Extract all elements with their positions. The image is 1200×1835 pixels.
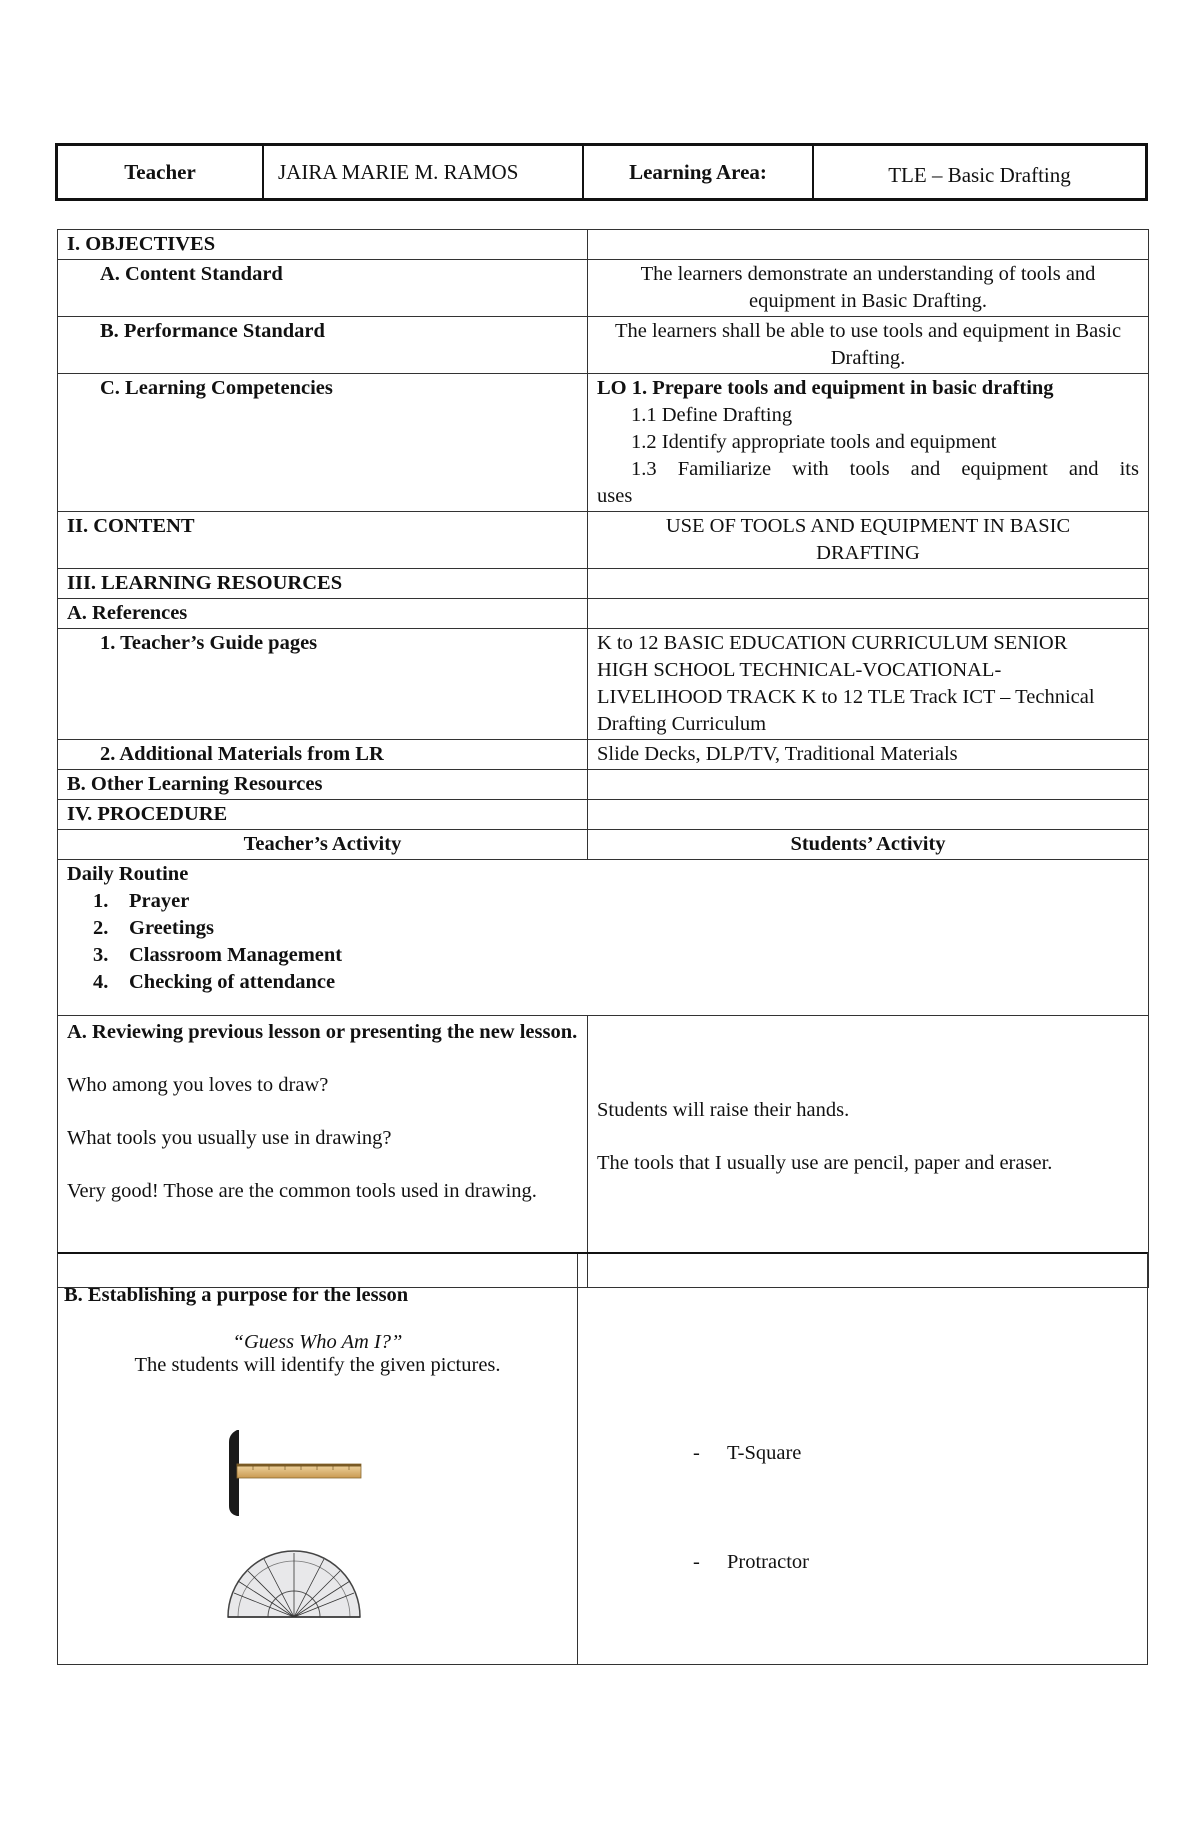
teacher-activity-header: Teacher’s Activity [58, 830, 588, 860]
protractor-icon [224, 1541, 364, 1621]
learning-competencies-row [58, 374, 1149, 512]
teacher-header-table [55, 143, 1148, 201]
answer-item: - T-Square [693, 1442, 802, 1464]
references-label: A. References [58, 599, 588, 629]
content-heading: II. CONTENT [58, 512, 588, 569]
lo-item: 1.1 Define Drafting [631, 404, 793, 426]
list-item: 1. Prayer [93, 890, 190, 912]
performance-standard-label: B. Performance Standard [58, 317, 588, 374]
performance-standard-row [58, 317, 1149, 374]
review-row [58, 1016, 1149, 1288]
review-teacher-cell [58, 1016, 588, 1288]
additional-materials-label: 2. Additional Materials from LR [58, 740, 588, 770]
review-answer: The tools that I usually use are pencil, paper and eraser. [597, 1152, 1053, 1174]
learning-area-label: Learning Area: [582, 146, 812, 198]
list-item: 4. Checking of attendance [93, 971, 336, 993]
list-item: 2. Greetings [93, 917, 215, 939]
list-item: 3. Classroom Management [93, 944, 343, 966]
review-students-cell [588, 1016, 1149, 1288]
content-row [58, 512, 1149, 569]
references-row [58, 599, 1149, 629]
daily-routine-list [67, 888, 1139, 996]
lo-item: 1.2 Identify appropriate tools and equipment [631, 431, 997, 453]
review-title: A. Reviewing previous lesson or presenting the new lesson. [67, 1021, 578, 1043]
objectives-row [58, 230, 1149, 260]
procedure-row [58, 800, 1149, 830]
other-resources-row [58, 770, 1149, 800]
students-activity-header: Students’ Activity [588, 830, 1149, 860]
activity-columns-row [58, 830, 1149, 860]
guess-title: “Guess Who Am I?” [232, 1331, 403, 1353]
learning-competencies-value [588, 374, 1149, 512]
review-question: Who among you loves to draw? [67, 1074, 329, 1096]
content-standard-row [58, 260, 1149, 317]
review-answer: Students will raise their hands. [597, 1099, 850, 1121]
performance-standard-value: The learners shall be able to use tools and equipment in Basic Drafting. [588, 317, 1149, 374]
review-remark: Very good! Those are the common tools used in drawing. [67, 1180, 537, 1202]
lo-item-tail: uses [597, 485, 633, 507]
content-standard-label: A. Content Standard [58, 260, 588, 317]
teacher-label: Teacher [124, 159, 196, 184]
teachers-guide-value: K to 12 BASIC EDUCATION CURRICULUM SENIOR HIGH SCHOOL TECHNICAL-VOCATIONAL-LIVELIHOOD TRACK K to 12 TLE Track ICT – Technical Drafting Curriculum [588, 629, 1149, 740]
answer-item: - Protractor [693, 1551, 809, 1573]
purpose-teacher-cell [58, 1254, 578, 1664]
lesson-plan-table [57, 229, 1149, 1288]
content-value: USE OF TOOLS AND EQUIPMENT IN BASIC DRAFTING [588, 512, 1149, 569]
review-question: What tools you usually use in drawing? [67, 1127, 392, 1149]
procedure-heading: IV. PROCEDURE [58, 800, 588, 830]
t-square-icon [223, 1428, 363, 1518]
teacher-name: JAIRA MARIE M. RAMOS [262, 146, 582, 198]
daily-routine-title: Daily Routine [67, 863, 189, 885]
learning-area-value: TLE – Basic Drafting [812, 146, 1145, 198]
lo-title: LO 1. Prepare tools and equipment in basic drafting [597, 377, 1054, 399]
daily-routine-cell [58, 860, 1149, 1016]
learning-resources-row [58, 569, 1149, 599]
purpose-students-cell [578, 1254, 1147, 1664]
learning-resources-heading: III. LEARNING RESOURCES [58, 569, 588, 599]
additional-materials-value: Slide Decks, DLP/TV, Traditional Materials [588, 740, 1149, 770]
guess-instruction: The students will identify the given pictures. [134, 1354, 501, 1376]
teachers-guide-label: 1. Teacher’s Guide pages [58, 629, 588, 740]
daily-routine-row [58, 860, 1149, 1016]
objectives-heading: I. OBJECTIVES [58, 230, 588, 260]
additional-materials-row [58, 740, 1149, 770]
content-standard-value: The learners demonstrate an understanding of tools and equipment in Basic Drafting. [588, 260, 1149, 317]
lo-item: 1.3 Familiarize with tools and equipment and its [631, 458, 1139, 480]
learning-competencies-label: C. Learning Competencies [58, 374, 588, 512]
purpose-section [57, 1252, 1148, 1665]
teachers-guide-row [58, 629, 1149, 740]
other-resources-label: B. Other Learning Resources [58, 770, 588, 800]
purpose-title: B. Establishing a purpose for the lesson [64, 1284, 409, 1306]
